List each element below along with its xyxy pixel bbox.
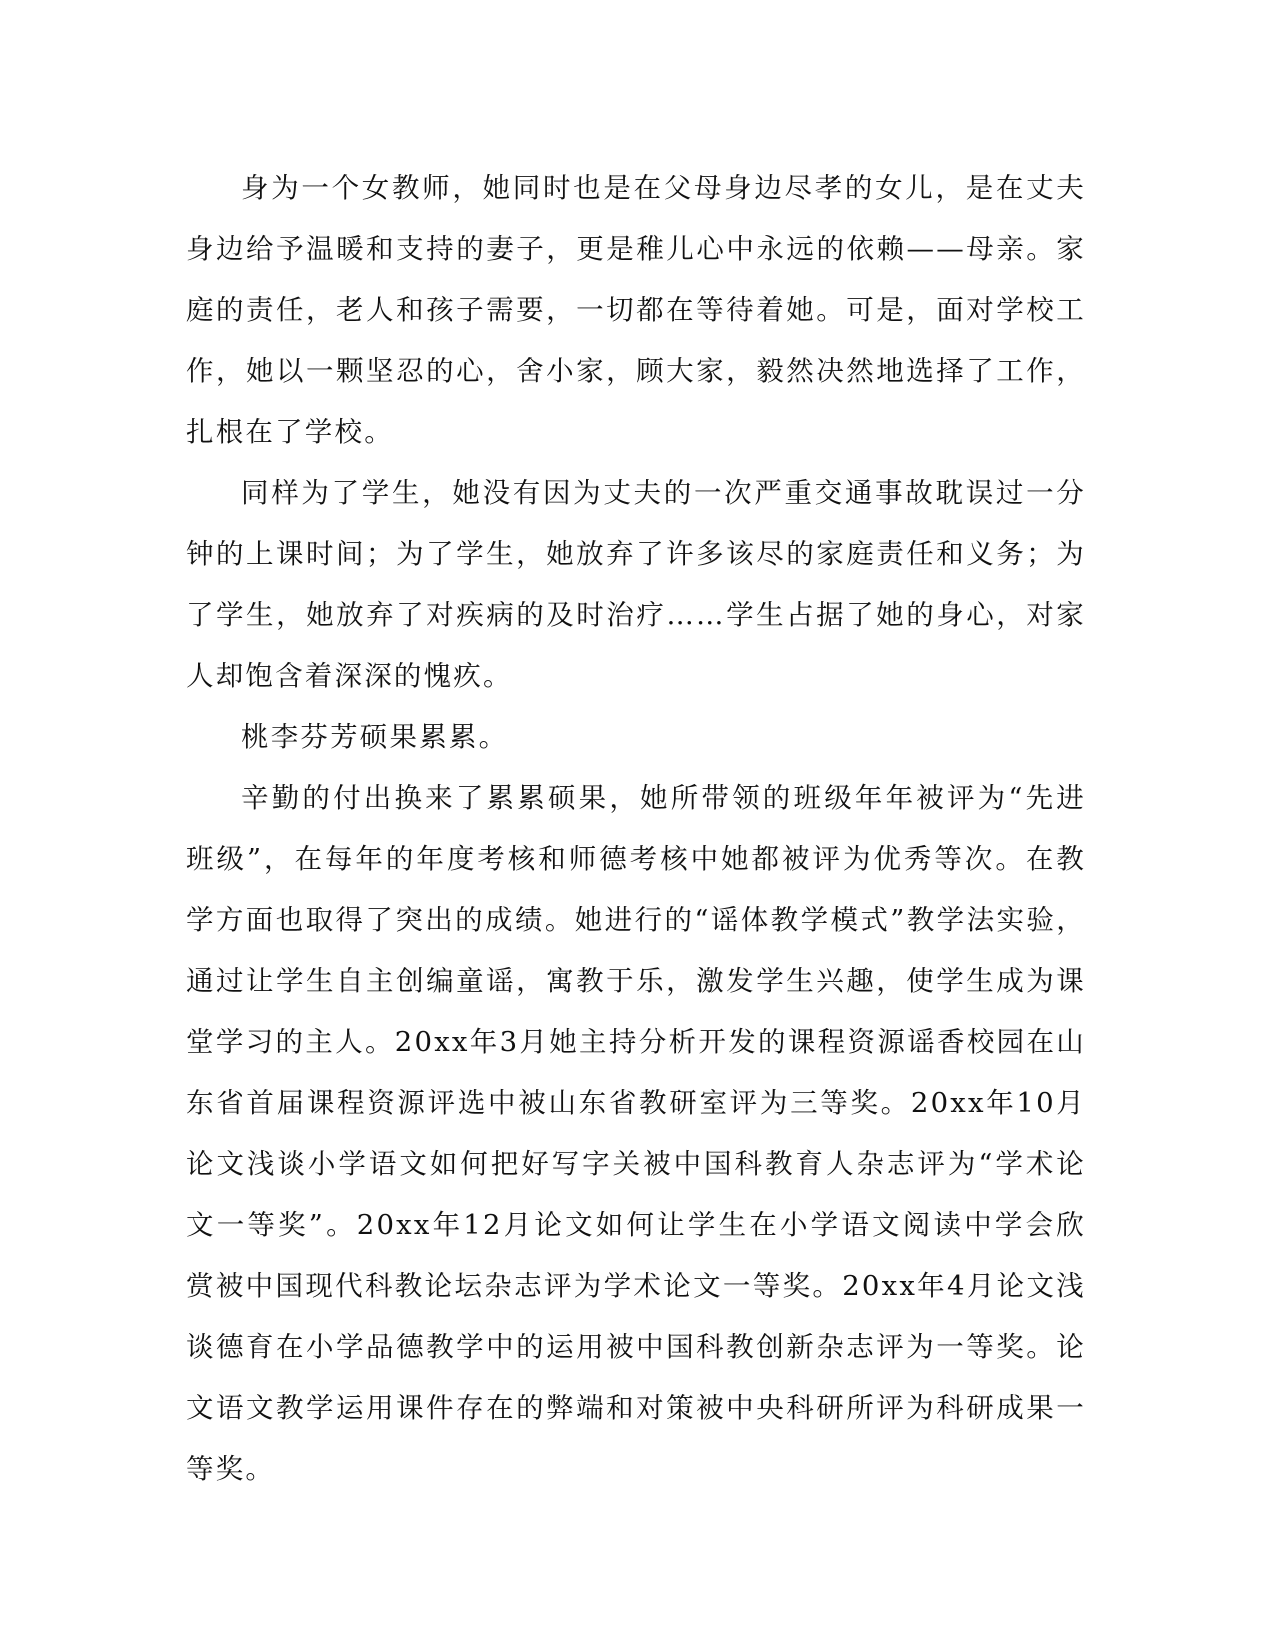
paragraph-1: 身为一个女教师，她同时也是在父母身边尽孝的女儿，是在丈夫身边给予温暖和支持的妻子，更是稚儿心中永远的依赖——母亲。家庭的责任，老人和孩子需要，一切都在等待着她。可是，面对学校工作，她以一颗坚忍的心，舍小家，顾大家，毅然决然地选择了工作，扎根在了学校。 [186, 172, 1086, 448]
paragraph-2: 同样为了学生，她没有因为丈夫的一次严重交通事故耽误过一分钟的上课时间；为了学生，她放弃了许多该尽的家庭责任和义务；为了学生，她放弃了对疾病的及时治疗……学生占据了她的身心，对家人却饱含着深深的愧疚。 [186, 477, 1086, 692]
paragraph-4: 辛勤的付出换来了累累硕果，她所带领的班级年年被评为“先进班级”，在每年的年度考核和师德考核中她都被评为优秀等次。在教学方面也取得了突出的成绩。她进行的“谣体教学模式”教学法实验，通过让学生自主创编童谣，寓教于乐，激发学生兴趣，使学生成为课堂学习的主人。20xx年3月她主持分析开发的课程资源谣香校园在山东省首届课程资源评选中被山东省教研室评为三等奖。20xx年10月论文浅谈小学语文如何把好写字关被中国科教育人杂志评为“学术论文一等奖”。20xx年12月论文如何让学生在小学语文阅读中学会欣赏被中国现代科教论坛杂志评为学术论文一等奖。20xx年4月论文浅谈德育在小学品德教学中的运用被中国科教创新杂志评为一等奖。论文语文教学运用课件存在的弊端和对策被中央科研所评为科研成果一等奖。 [186, 782, 1086, 1485]
paragraph-3-heading: 桃李芬芳硕果累累。 [241, 721, 509, 753]
document-body [186, 158, 1086, 1500]
